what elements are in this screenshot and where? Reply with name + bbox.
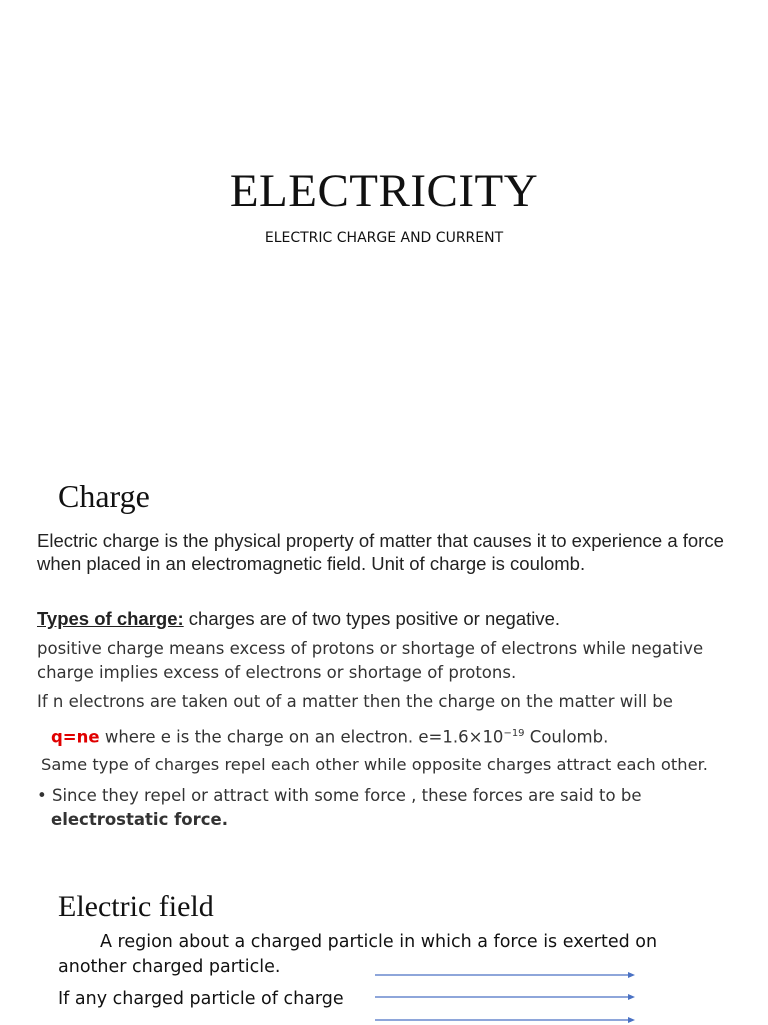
bullet-marker: • bbox=[37, 786, 47, 805]
charge-heading: Charge bbox=[58, 478, 150, 514]
title-slide bbox=[0, 0, 768, 430]
types-of-charge bbox=[37, 607, 757, 630]
formula-exponent: −19 bbox=[503, 728, 525, 739]
types-text: charges are of two types positive or negative. bbox=[183, 608, 561, 629]
positive-negative-text: positive charge means excess of protons or shortage of electrons while negative charge implies excess of electrons or shortage of protons. bbox=[37, 639, 704, 682]
arrowhead-icon bbox=[628, 994, 635, 1000]
slide-subtitle: ELECTRIC CHARGE AND CURRENT bbox=[264, 230, 504, 246]
field-line-2: another charged particle. bbox=[58, 957, 281, 977]
formula-unit: Coulomb. bbox=[524, 727, 609, 747]
field-line-3: If any charged particle of charge bbox=[58, 989, 344, 1009]
types-label: Types of charge: bbox=[37, 608, 184, 629]
electric-field-heading: Electric field bbox=[58, 890, 214, 923]
charge-definition: Electric charge is the physical property of matter that causes it to experience a force when placed in an electromagnetic field. Unit of charge is coulomb. bbox=[37, 530, 724, 574]
bullet-item bbox=[37, 784, 762, 808]
arrowhead-icon bbox=[628, 1017, 635, 1023]
formula-line bbox=[51, 722, 761, 750]
charge-slide bbox=[0, 470, 768, 850]
field-lines-diagram bbox=[370, 965, 650, 1025]
bullet-text: Since they repel or attract with some force , these forces are said to be bbox=[51, 786, 642, 805]
n-electrons-text: If n electrons are taken out of a matter then the charge on the matter will be bbox=[37, 692, 673, 711]
bullet-bold-text: electrostatic force. bbox=[51, 810, 228, 829]
electric-field-slide bbox=[0, 880, 768, 1024]
repel-attract-text: Same type of charges repel each other while opposite charges attract each other. bbox=[41, 755, 708, 774]
arrowhead-icon bbox=[628, 972, 635, 978]
field-line-1: A region about a charged particle in which a force is exerted on bbox=[100, 932, 658, 952]
slide-title: ELECTRICITY bbox=[229, 165, 539, 217]
formula-q-ne: q=ne bbox=[51, 727, 100, 747]
formula-rest: where e is the charge on an electron. e=1.6×10 bbox=[99, 727, 504, 747]
